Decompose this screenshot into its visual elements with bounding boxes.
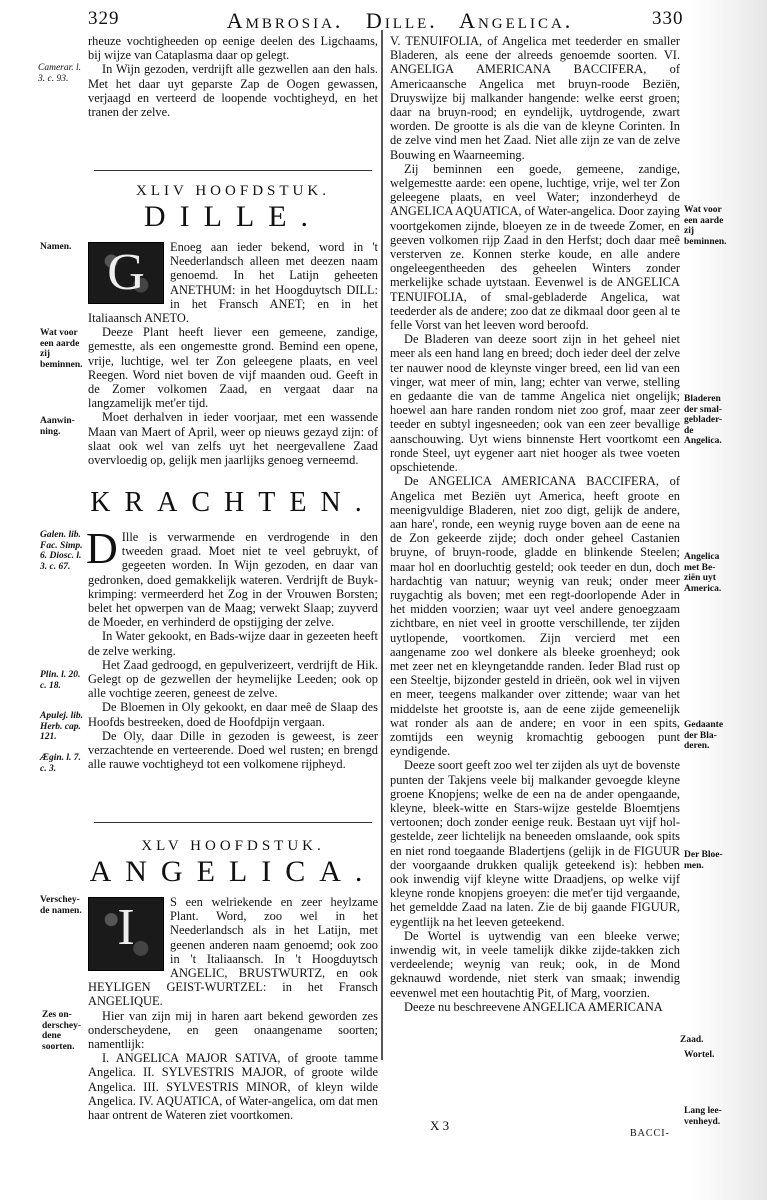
margin-note: Gedaante der Bla-deren. <box>684 720 724 751</box>
margin-note: Bladeren der smal-geblader-de Angelica. <box>684 394 723 446</box>
chapter-heading: XLIV HOOFDSTUK. <box>136 183 330 199</box>
chapter-heading: XLV HOOFDSTUK. <box>141 838 325 854</box>
page-number-right: 330 <box>652 8 684 29</box>
column-divider <box>381 30 383 1060</box>
page-edge-shading <box>690 0 767 1200</box>
paragraph: In Wijn gezoden, verdrijft alle gezwellen aan den hals. Met het daar uyt geparste Zap de Oogen gewassen, verjaagd en verteerd de loopende vochtigheyd, en het tranen der zelve. <box>88 62 378 120</box>
paragraph: Moet derhalven in ieder voorjaar, met een wassende Maan van Maert of April, weer op nieuws gezayd zijn: of slaat ook wel van zelfs uyt het neergevallene Zaad overvloedig op, gelijk men jaarlijks genoeg verneemd. <box>88 410 378 468</box>
margin-note: Verschey-de namen. <box>40 895 82 916</box>
margin-note: Zes on-derschey-dene soorten. <box>42 1010 82 1052</box>
catchword: BACCI- <box>630 1128 670 1139</box>
paragraph: Enoeg aan ieder bekend, word in 't Neederlandsch alleen met deezen naam genoemd. In het Latijn geheeten ANETHUM: in het Hoogduytsch DILL: in het Fransch ANET; en in het Italiaansch ANETO. <box>88 240 378 326</box>
running-head: Ambrosia. Dille. Angelica. <box>226 8 574 33</box>
paragraph: I. ANGELICA MAJOR SATIVA, of groote tamme Angelica. II. SYLVESTRIS MAJOR, of groote wilde Angelica. III. SYLVESTRIS MINOR, of kleyn wilde Angelica. IV. AQUATICA, of Water-angelica, om dat men haar ontrent de Wateren ziet voortkomen. <box>88 1051 378 1123</box>
left-block-top <box>88 34 378 119</box>
chapter-title: ANGELICA. <box>89 855 377 888</box>
right-column <box>390 34 680 1014</box>
margin-note: Lang lee-venheyd. <box>684 1106 722 1127</box>
margin-note: Wat voor een aarde zij beminnen. <box>40 328 83 370</box>
paragraph: De Oly, daar Dille in gezoden is geweest, is zeer verzachtende en verteerende. Doed wel rusten; en brengd alle rauwe vochtigheyd tot een volkomene rijpheyd. <box>88 728 378 772</box>
paragraph: Deeze nu beschreevene ANGELICA AMERICANA <box>404 999 663 1014</box>
paragraph: rheuze vochtigheeden op eenige deelen des Ligchaams, bij wijze van Cataplasma daar op gelegt. <box>88 34 378 63</box>
left-block-angelica <box>88 895 378 1122</box>
paragraph: Deeze soort geeft zoo wel ter zijden als uyt de bovenste punten der Takjens veele bij malkander gevoegde kleyne groene Knopjens; welke de een na de ander opengaande, kleyne, bleek-witte en Stars-wijze gestelde Bloemtjens vertoonen; doch zonder eenige reuk. Bestaan uyt vijf hol-gestelde, zeer lichtelijk na beneeden omslaande, ook spits en niet rond toegaande Bladertjens (gelijk in de FIGUUR der voorgaande drukken qualijk geteekend is): hebben ook inwendig vijf kleyne witte Draadjens, op welke vijf kleyne ronde knopjens groeyen: die met'er tijd vergaande, het gemeldde Zaad na laten. Zie de bij gaande FIGUUR, eygentlijk na het leeven geteekend. <box>390 758 680 929</box>
margin-note: Zaad. <box>680 1035 704 1045</box>
left-block-krachten <box>86 524 378 772</box>
margin-note: Apulej. lib. Herb. cap. 121. <box>40 711 84 742</box>
signature-mark: X 3 <box>430 1118 450 1133</box>
drop-initial: D <box>86 524 118 573</box>
margin-note: Ægin. l. 7. c. 3. <box>40 753 81 774</box>
paragraph: De Wortel is uytwendig van een bleeke verwe; inwendig wit, in veele tamelijk dikke zijde-takken zich verdeelende; weynig van reuk; ook, in de Mond geknauwd wordende, niet sterk van smaak; inwendig eevenwel met een houtachtig Pit, of Marg, voorzien. <box>390 928 680 1000</box>
paragraph: Deeze Plant heeft liever een gemeene, zandige, gemestte, als een ongemestte grond. Bemind een opene, vrije, luchtige, wel ter Zon geleegene plaats, en veel Reegen. Word niet boven de vijf maanden oud. Geeft in de Zomer volkomen Zaad, en vergaat daar na langzamelijk met'er tijd. <box>88 325 378 411</box>
paragraph: Hier van zijn mij in haren aart bekend geworden zes onderscheydene, en geen onaangename soorten; namentlijk: <box>88 1008 378 1052</box>
paragraph: Het Zaad gedroogd, en gepulverizeert, verdrijft de Hik. Gelegt op de gezwellen der heymelijke Leeden; ook op alle vochtige zeeren, geneest de zelve. <box>88 657 378 701</box>
margin-note: Der Bloe-men. <box>684 850 723 871</box>
page-number-left: 329 <box>88 8 120 29</box>
paragraph: De Bladeren van deeze soort zijn in het geheel niet meer als een hand lang en breed; doch ieder deel der zelve ter nauwer nood de kleynste vinger breed, een lid van een vinger, wat meer of min, lang; echter van verwe, stelling en gedaante die van de tamme Angelica niet ongelijk; hoewel aan hare randen rondom niet zoo grof, maar zeer teeder en subtyl ingesneeden; ook van een zeer bevallige aanschouwing. Uyt wiens binnenste Hert voortkomt een ronde Steel, uyt eygener aart niet hooger als twee voeten opschietende. <box>390 332 680 475</box>
section-rule <box>94 170 372 171</box>
paragraph: S een welriekende en zeer heylzame Plant. Word, zoo wel in het Neederlandsch als in het Latijn, met geenen anderen naam genoemd; ook zoo in 't Italiaansch. In 't Hoogduytsch ANGELIC, BRUSTWURTZ, en ook HEYLIGEN GEIST-WURTZEL: in het Fransch ANGELIQUE. <box>88 895 378 1009</box>
paragraph: De ANGELICA AMERICANA BACCIFERA, of Angelica met Beziën uyt America, heeft groote en meenigvuldige Bladeren, niet zoo digt, gelijk de andere, aan hare', ronde, een weynig ruyge boven aan de eene na de Zon gekeerde zijde; doch onder geheel Castanien bruyne, of bruyn-roode, gladde en blinkende Steelen; maar hol en doorluchtig gesteld; ook teeder en dun, doch hardachtig van natuur; weynig van reuk; onder meer ruygachtig als boven; met een regt-doorlopende Ader in het midden voorzien; waar uyt veel andere genoegzaam zichtbare, en niet veel in grootte verschillende, ter zijden uytlopende, voortkomen. Zijn vercierd met een aangename zoo wel donkere als bleeke groenheyd; ook met zeer net en kleyngetandde randen. Ieder Blad rust op een Steeltje, bijzonder gesteld in drieën, ook wel in vijven en meer, teegens malkander over zittende; waar van het middelste het grootste is, aan de eene zijde gemeenelijk wat ronder als aan de andere; en voor in een spits, zomtijds een weynig kromachtig geboogen punt eyndigende. <box>390 474 680 759</box>
left-block-dille <box>88 240 378 467</box>
section-heading: KRACHTEN. <box>90 487 376 518</box>
paragraph: Ille is verwarmende en verdrogende in den tweeden graad. Moet niet te veel gebruykt, of gegeeten worden. In Wijn gezoden, en daar van gedronken, doed gemakkelijk wateren. Verdrijft de Buyk-krimping: vermeerderd het Zog in der Vrouwen Borsten; belet het opwerpen van de Maag; verwekt Slaap; zuyverd de Moeder, en verhinderd de opstijging der zelve. <box>88 530 378 630</box>
paragraph: Zij beminnen een goede, gemeene, zandige, welgemestte aarde: een opene, luchtige, vrije, wel ter Zon geleegene plaats, en veel Water; inzonderheyd de ANGELICA AQUATICA, of Water-angelica. Door zaying voortgekomen zijnde, bloeyen ze in de tweede Zomer, en geeven volkomen rijp Zaad in den Herfst; doch daar meê versterven ze. Konnen sterke koude, en alle andere ongeleegentheeden des geheelen Winters zonder merkelijke schade uytstaan. Eevenwel is de ANGELICA TENUIFOLIA, of smal-gebladerde Angelica, wat teederder als de andere; zoo dat ze dikmaal door geen al te felle Vorst van het leeven word beroofd. <box>390 161 681 333</box>
ornamental-initial: G <box>88 242 164 304</box>
margin-note: Aanwin-ning. <box>40 416 75 437</box>
paragraph: V. TENUIFOLIA, of Angelica met teederder en smaller Bladeren, als eene der alreeds genoemde soorten. VI. ANGELIGA AMERICANA BACCIFERA, of Americaansche Angelica met bruyn-roode Beziën, Druyswijze bij malkander hangende: welke eerst groen; daar na bruyn-rood; en eyndelijk, uytdrogende, zwart worden. De grootte is als die van de kleyne Corinten. In de zelve vind men het Zaad. Niet alle zijn ze van de zelve Bouwing en Waarneeming. <box>390 34 680 162</box>
section-rule <box>94 822 372 823</box>
margin-note: Plin. l. 20. c. 18. <box>40 670 81 691</box>
paragraph: De Bloemen in Oly gekookt, en daar meê de Slaap des Hoofds bestreeken, doed de Hoofdpijn vergaan. <box>88 700 378 729</box>
margin-note: Galen. lib. Fac. Simp. 6. Diosc. l. 3. c. 67. <box>40 530 83 572</box>
margin-note: Camerar. l. 3. c. 93. <box>38 63 82 84</box>
ornamental-initial: I <box>88 897 164 971</box>
paragraph: In Water gekookt, en Bads-wijze daar in gezeeten heeft de zelve werking. <box>88 629 378 658</box>
margin-note: Namen. <box>40 242 72 252</box>
chapter-title: DILLE. <box>143 200 323 233</box>
margin-note: Wortel. <box>684 1050 715 1060</box>
margin-note: Angelica met Be-ziën uyt America. <box>684 552 722 594</box>
margin-note: Wat voor een aarde zij beminnen. <box>684 205 727 247</box>
